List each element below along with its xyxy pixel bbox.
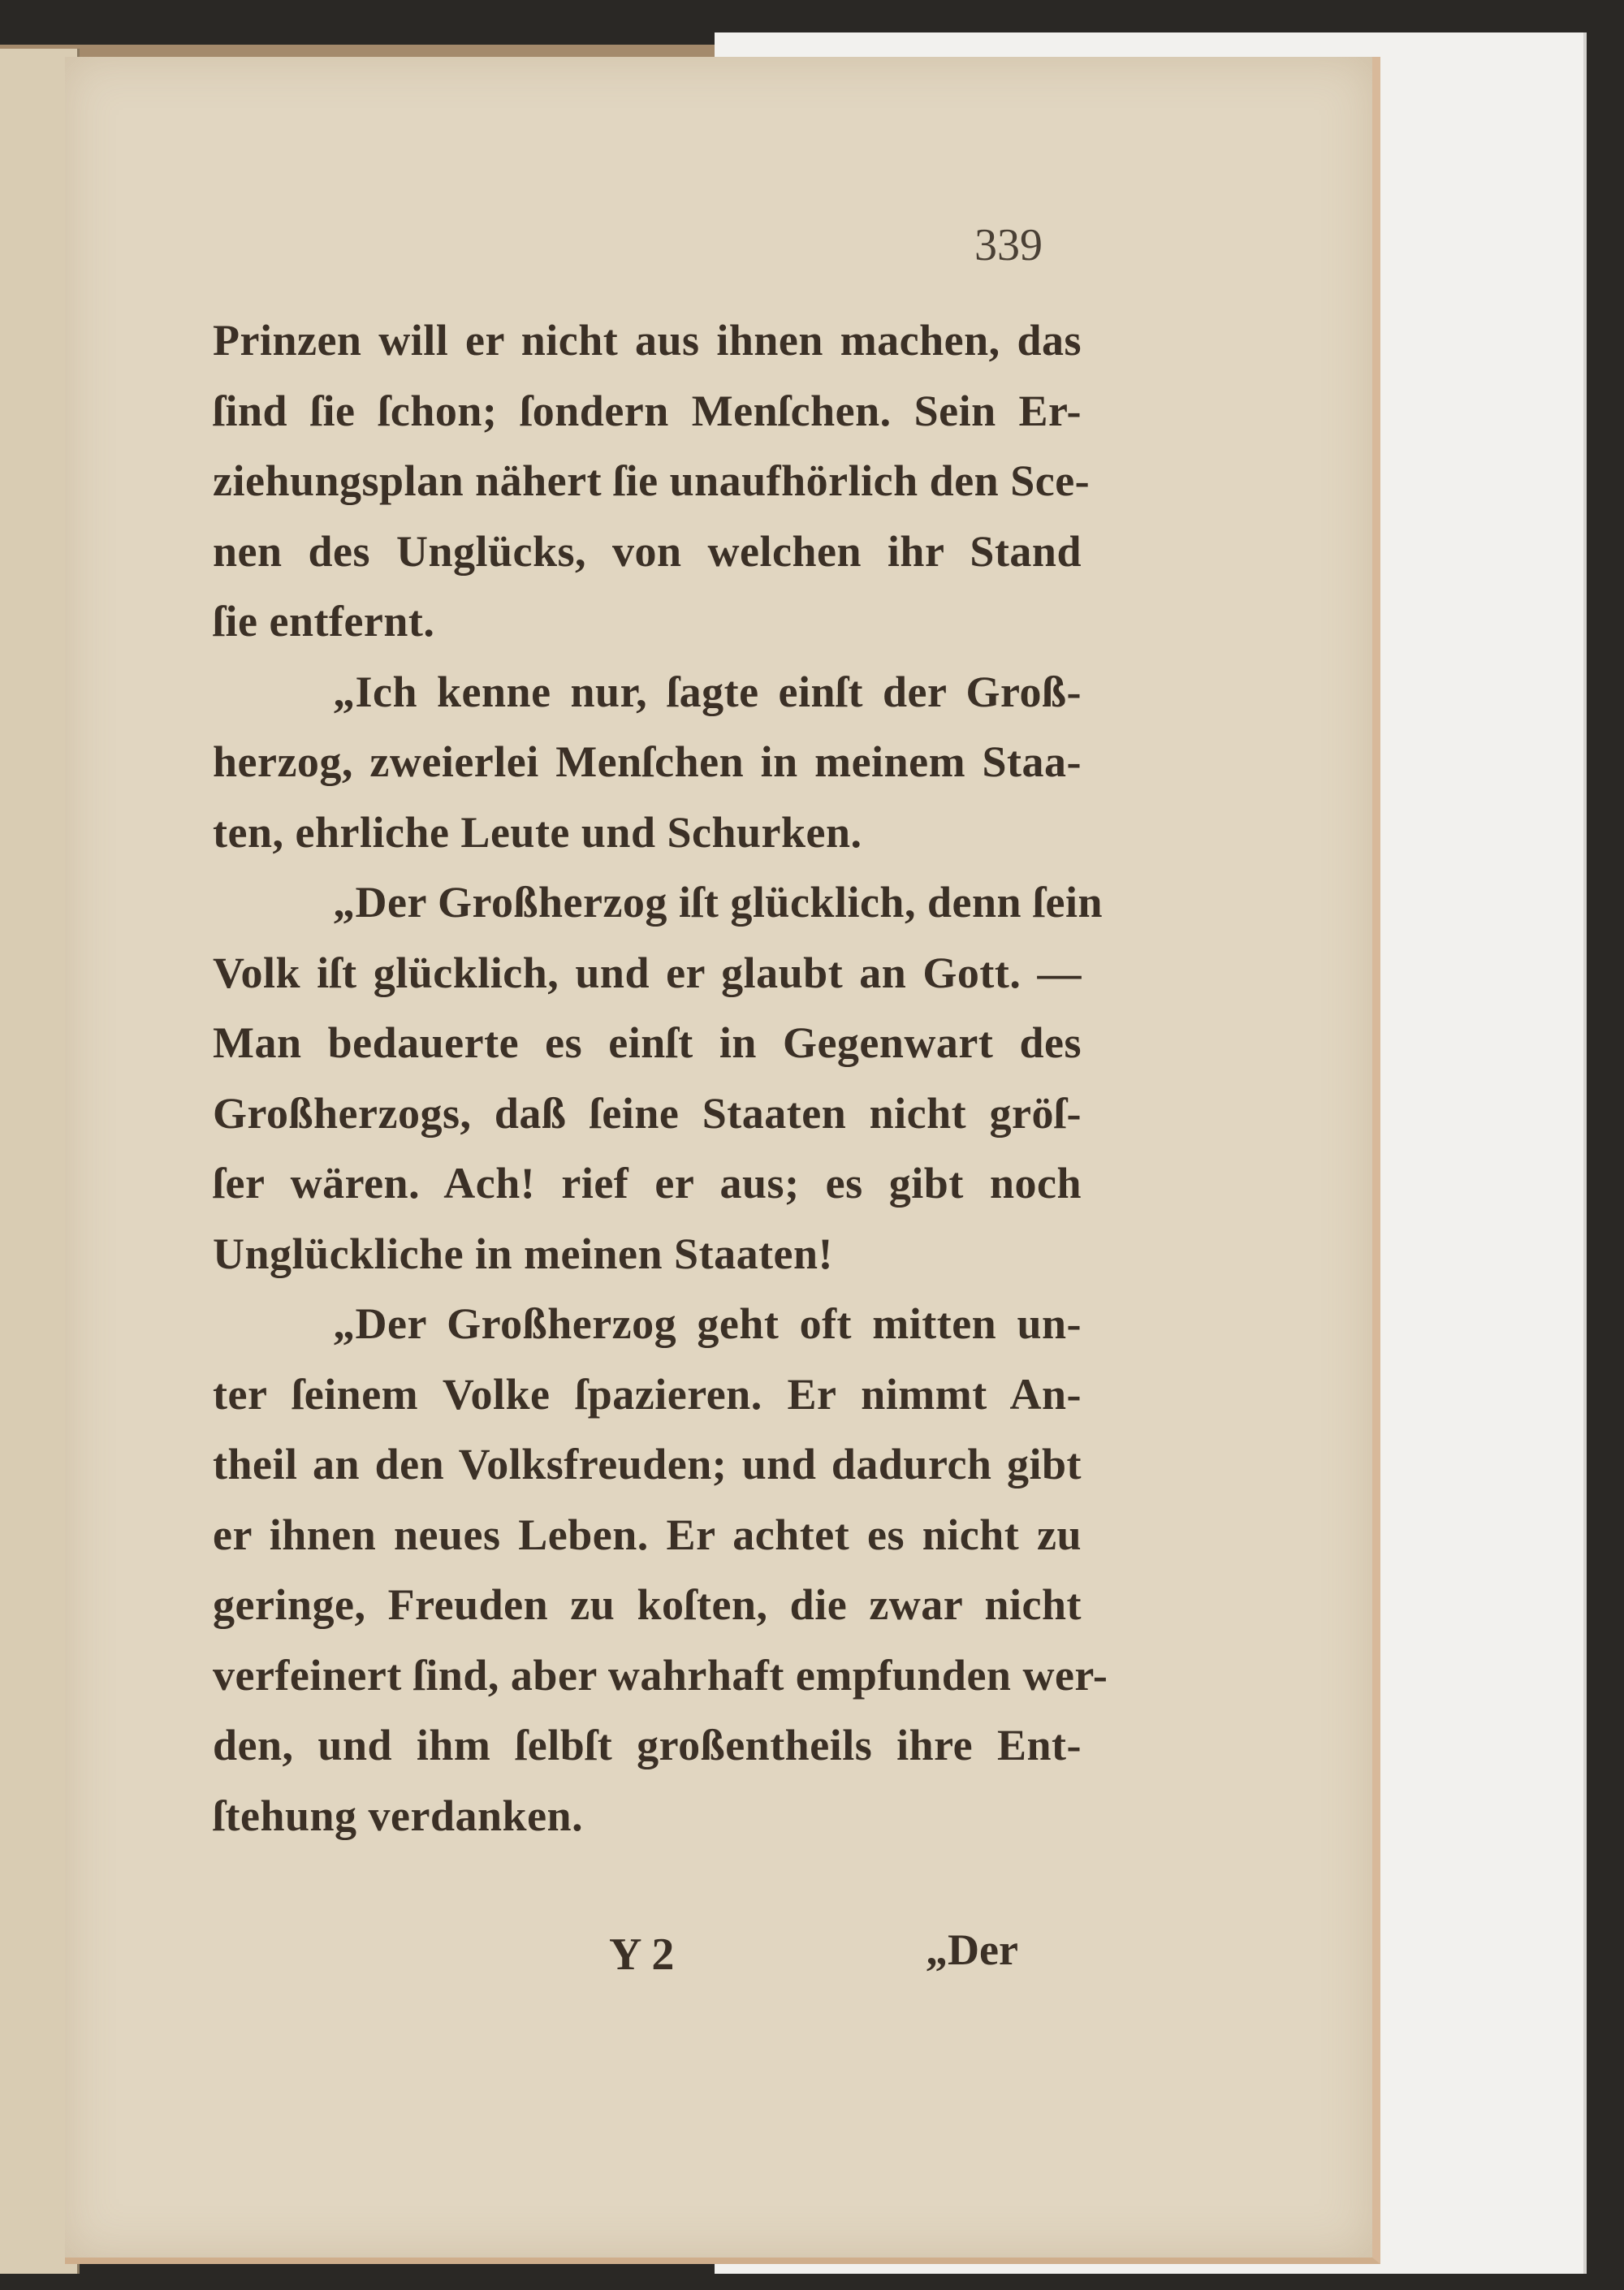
text-line: „Ich kenne nur, ſagte einſt der Groß- [333,667,1082,716]
text-line: Großherzogs, daß ſeine Staaten nicht gröſ- [213,1088,1082,1138]
text-line: theil an den Volksfreuden; und dadurch gibt [213,1440,1082,1488]
catchword: „Der [926,1925,1018,1974]
text-line: er ihnen neues Leben. Er achtet es nicht zu [213,1510,1082,1559]
text-line: geringe, Freuden zu koſten, die zwar nicht [213,1580,1082,1629]
text-line: Prinzen will er nicht aus ihnen machen, das [213,316,1082,365]
text-line: den, und ihm ſelbſt großentheils ihre Ent- [213,1721,1082,1769]
text-line: „Der Großherzog geht oft mitten un- [333,1299,1082,1348]
text-line: ſie entfernt. [213,597,435,646]
text-line: verfeinert ſind, aber wahrhaft empfunden wer- [213,1650,1108,1700]
page-number: 339 [974,220,1043,270]
text-line: ten, ehrliche Leute und Schurken. [213,807,862,857]
text-line: ziehungsplan nähert ſie unaufhörlich den Sce- [213,456,1091,505]
signature-mark: Y 2 [609,1929,675,1980]
text-line: Man bedauerte es einſt in Gegenwart des [213,1018,1082,1067]
text-line: herzog, zweierlei Menſchen in meinem Staa- [213,737,1082,786]
text-line: ſtehung verdanken. [213,1791,584,1840]
text-line: Volk iſt glücklich, und er glaubt an Gott. — [213,948,1082,997]
text-line: ter ſeinem Volke ſpazieren. Er nimmt An- [213,1369,1082,1419]
text-line: Unglückliche in meinen Staaten! [213,1229,834,1278]
text-line: „Der Großherzog iſt glücklich, denn ſein [333,878,1104,927]
text-line: ſind ſie ſchon; ſondern Menſchen. Sein Er- [213,386,1082,435]
text-line: ſer wären. Ach! rief er aus; es gibt noch [213,1159,1082,1208]
text-line: nen des Unglücks, von welchen ihr Stand [213,526,1082,576]
